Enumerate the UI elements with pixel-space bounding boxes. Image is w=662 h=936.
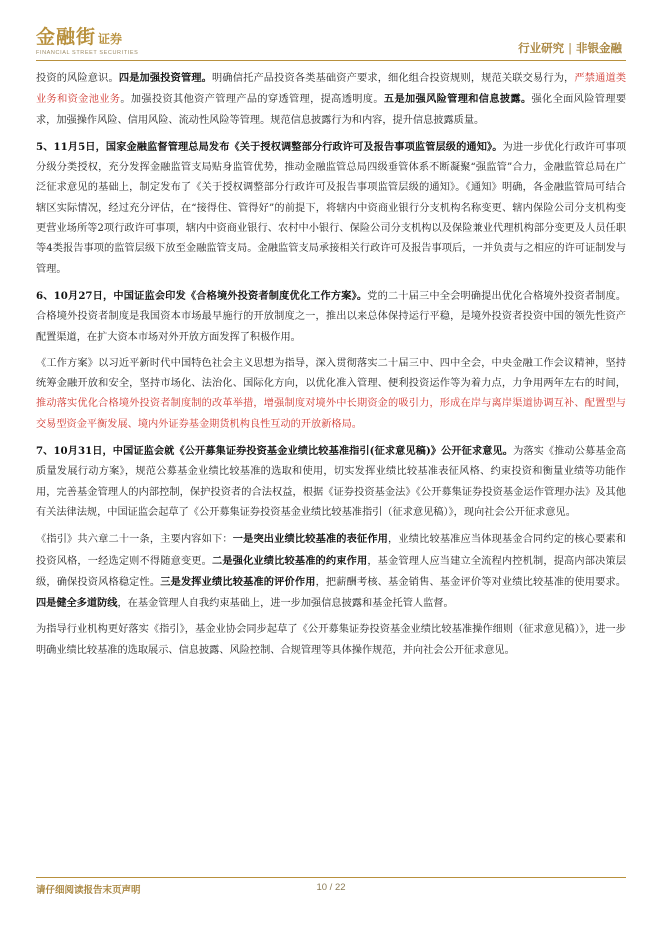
paragraph-association — [36, 620, 626, 661]
text-span: 强化全面风险管理要求，加强操作风险、信用风险、流动性风险等管理。规范信息披露行为和内容，提升信息披露质量。 — [36, 94, 627, 126]
text-span: 为进一步优化行政许可事项分级分类授权，充分发挥金融监管支局贴身监管优势，推动金融监管总局四级垂管体系不断凝聚“强监管”合力，金融监管总局在广泛征求意见的基础上，制定发布了《关于授权调整部分行政许可及报告事项监管层级的通知》。《通知》明确，各金融监管局可结合辖区实际情况，经过充分评估，在“接得住、管得好”的前提下，将辖内中资商业银行分支机构名称变更、辖内保险公司分支机构变更营业场所等2项行政许可事项，辖内中资商业银行、农村中小银行、保险公司分支机构以及保险兼业代理机构部分变更及人员任职等4类报告事项的监管层级下放至金融监管支局。金融监管支局承接相关行政许可及报告事项后，一并负责与之相应的许可证制发与管理。 — [36, 141, 627, 275]
text-span: 为指导行业机构更好落实《指引》，基金业协会同步起草了《公开募集证券投资基金业绩比较基准操作细则（征求意见稿）》，进一步明确业绩比较基准的选取展示、信息披露、风险控制、合规管理等具体操作规范，并向社会公开征求意见。 — [36, 624, 626, 656]
text-span: 明确信托产品投资各类基础资产要求，细化组合投资规则，规范关联交易行为， — [212, 73, 575, 84]
category-separator: | — [568, 41, 572, 55]
highlight-red: 推动落实优化合格境外投资者制度制的改革举措，增强制度对境外中长期资金的吸引力，形成在岸与离岸渠道协调互补、配置型与交易型资金平衡发展、境内外证券基金期货机构良性互动的开放新格局。 — [36, 398, 626, 430]
paragraph-item-5 — [36, 137, 626, 280]
report-category — [518, 40, 622, 56]
item-heading: 5、11月5日，国家金融监督管理总局发布《关于授权调整部分行政许可及报告事项监管层级的通知》。 — [36, 140, 503, 153]
bold-point: 四是健全多道防线 — [36, 597, 118, 610]
bold-point: 一是突出业绩比较基准的表征作用 — [232, 533, 389, 546]
text-span: 《工作方案》以习近平新时代中国特色社会主义思想为指导，深入贯彻落实二十届三中、四中全会，中央金融工作会议精神，坚持统筹金融开放和安全，坚持市场化、法治化、国际化方向，以优化准入管理、便利投资运作等为着力点，力争用两年左右的时间， — [36, 357, 626, 390]
category-label: 行业研究 — [518, 41, 565, 55]
text-span: ，把薪酬考核、基金销售、基金评价等对业绩比较基准的使用要求。 — [315, 576, 627, 588]
logo-subtext: 证券 — [98, 32, 123, 46]
text-span: 党的二十届三中全会明确提出优化合格境外投资者制度。合格境外投资者制度是我国资本市场最早施行的开放制度之一，推出以来总体保持运行平稳，是境外投资者投资中国的领先性资产配置渠道，在扩大资本市场对外开放方面发挥了积极作用。 — [36, 290, 627, 343]
footer-disclaimer: 请仔细阅读报告末页声明 — [36, 885, 141, 896]
paragraph-item-6 — [36, 286, 626, 348]
text-span: 为落实《推动公募基金高质量发展行动方案》，规范公募基金业绩比较基准的选取和使用，切实发挥业绩比较基准表征风格、约束投资和衡量业绩等功能作用，完善基金管理人的内部控制，保护投资者的合法权益，根据《证券投资基金法》《公开募集证券投资基金运作管理办法》及其他有关法律法规，中国证监会起草了《公开募集证券投资基金业绩比较基准指引（征求意见稿）》，现向社会公开征求意见。 — [36, 446, 626, 518]
bold-point: 二是强化业绩比较基准的约束作用 — [212, 554, 368, 567]
footer-divider — [36, 877, 626, 878]
page-number: 10 / 22 — [316, 882, 346, 893]
logo-text: 金融街 — [36, 26, 97, 48]
page-header — [0, 0, 662, 64]
text-span: 。加强投资其他资产管理产品的穿透管理，提高透明度。 — [120, 94, 384, 106]
text-span: 投资的风险意识。 — [36, 73, 119, 84]
highlight-red: 严禁通道类业务和资金池业务 — [36, 73, 627, 106]
item-heading: 6、10月27日，中国证监会印发《合格境外投资者制度优化工作方案》。 — [36, 289, 368, 302]
paragraph-work-plan — [36, 354, 626, 435]
paragraph-item-7 — [36, 441, 626, 523]
report-body — [36, 68, 626, 665]
text-span: ，在基金管理人自我约束基础上，进一步加强信息披露和基金托管人监督。 — [117, 598, 454, 610]
bold-point: 三是发挥业绩比较基准的评价作用 — [160, 575, 316, 588]
paragraph-guideline — [36, 529, 626, 614]
bold-point: 五是加强风险管理和信息披露。 — [383, 93, 532, 106]
company-logo — [36, 22, 138, 56]
subcategory-label: 非银金融 — [576, 41, 622, 55]
text-span: ，业绩比较基准应当体现基金合同约定的核心要素和投资风格，一经选定则不得随意变更。 — [36, 534, 627, 567]
text-span: ，基金管理人应当建立全流程内控机制，提高内部决策层级，确保投资风格稳定性。 — [36, 555, 627, 588]
bold-point: 四是加强投资管理。 — [118, 72, 213, 84]
item-heading: 7、10月31日，中国证监会就《公开募集证券投资基金业绩比较基准指引(征求意见稿)》公开征求意见。 — [36, 445, 514, 458]
paragraph-trust-investment — [36, 68, 626, 131]
logo-english: FINANCIAL STREET SECURITIES — [36, 50, 139, 56]
text-span: 《指引》共六章二十一条，主要内容如下： — [36, 534, 233, 546]
header-divider — [36, 60, 626, 61]
